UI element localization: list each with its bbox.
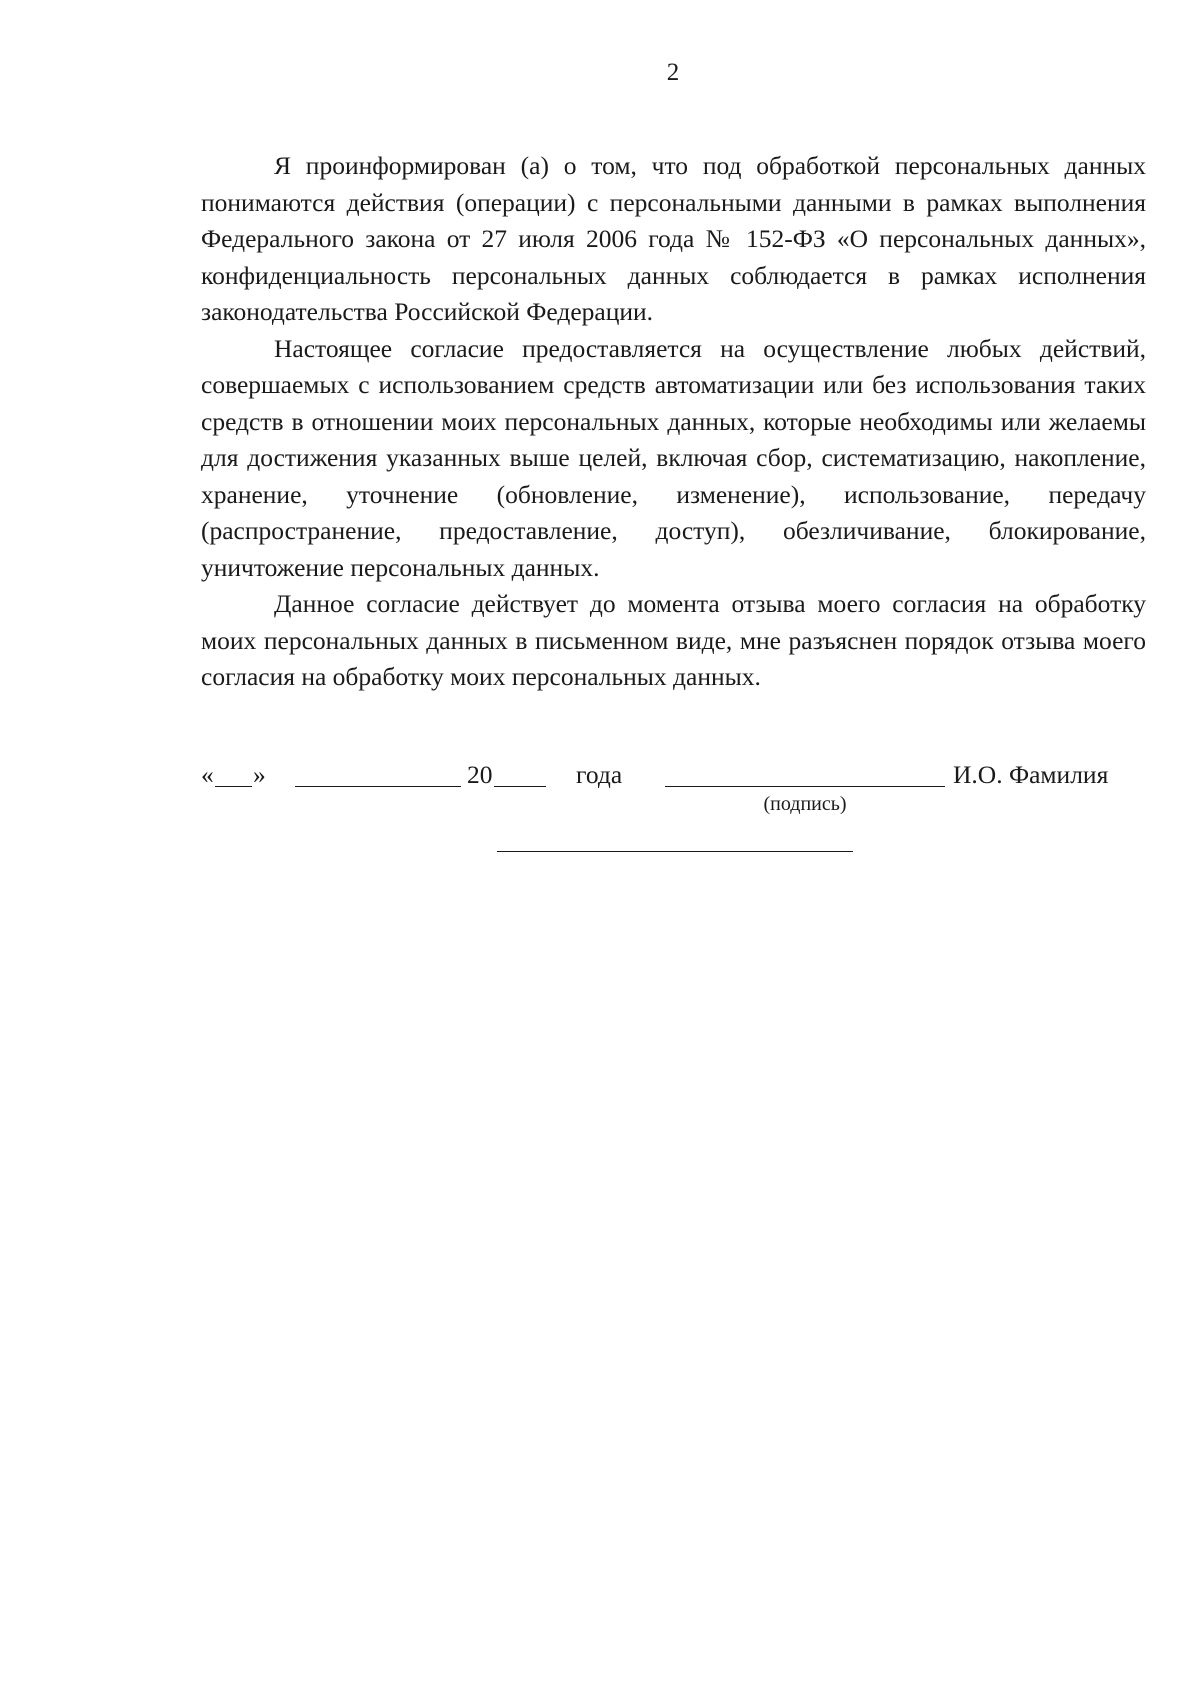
- signature-caption: (подпись): [763, 793, 847, 815]
- year-word: года: [576, 760, 623, 789]
- paragraph-consent-scope: Настоящее согласие предоставляется на осуществление любых действий, совершаемых с использованием средств автоматизации или без использования таких средств в отношении моих персональных данных, которые необходимы или желаемы для достижения указанных выше целей, включая сбор, систематизацию, накопление, хранение, уточнение (обновление, изменение), использование, передачу (распространение, предоставление, доступ), обезличивание, блокирование, уничтожение персональных данных.: [201, 333, 1146, 582]
- month-blank: [295, 786, 461, 787]
- close-quote: »: [253, 760, 266, 789]
- bottom-blank-line: [497, 851, 853, 852]
- signer-name: И.О. Фамилия: [953, 760, 1109, 789]
- consent-text: [201, 148, 1146, 696]
- page-number: 2: [666, 59, 680, 86]
- year-blank: [494, 786, 546, 787]
- paragraph-processing-definition: Я проинформирован (а) о том, что под обработкой персональных данных понимаются действия (операции) с персональными данными в рамках выполнения Федерального закона от 27 июля 2006 года № 152-ФЗ «О персональных данных», конфиденциальность персональных данных соблюдается в рамках исполнения законодательства Российской Федерации.: [201, 151, 1146, 326]
- day-blank: [215, 786, 252, 787]
- open-quote: «: [201, 760, 214, 789]
- year-prefix: 20: [467, 760, 493, 789]
- signature-row: [201, 757, 1146, 793]
- signature-blank: [665, 786, 945, 787]
- paragraph-consent-validity: Данное согласие действует до момента отзыва моего согласия на обработку моих персональных данных в письменном виде, мне разъяснен порядок отзыва моего согласия на обработку моих персональных данных.: [201, 589, 1146, 691]
